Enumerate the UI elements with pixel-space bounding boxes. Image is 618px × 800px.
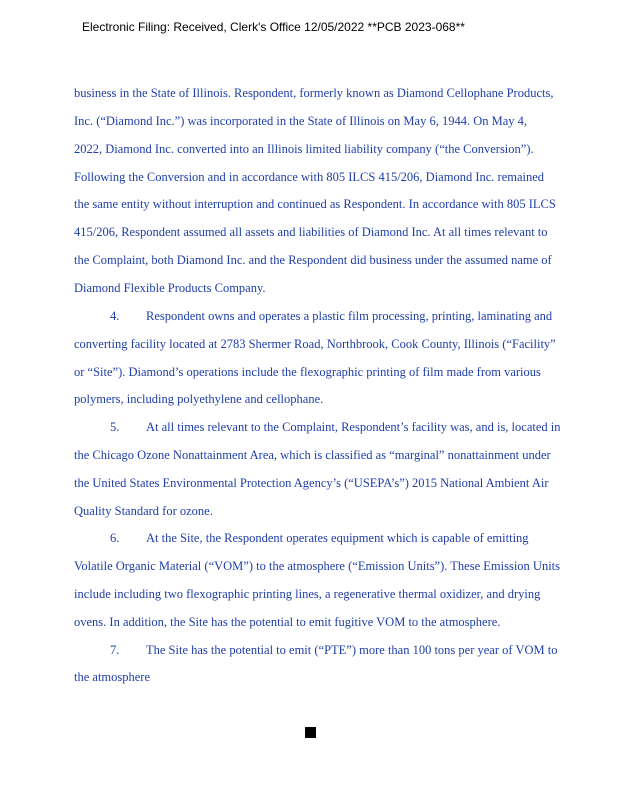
paragraph-number: 7.	[110, 643, 120, 657]
body-line: 2022, Diamond Inc. converted into an Illinois limited liability company (“the Conversion”).	[74, 142, 534, 156]
body-line: or “Site”). Diamond’s operations include the flexographic printing of film made from various	[74, 365, 541, 379]
body-line: the same entity without interruption and continued as Respondent. In accordance with 805 ILCS	[74, 197, 556, 211]
paragraph-number: 4.	[110, 309, 120, 323]
body-line: include including two flexographic printing lines, a regenerative thermal oxidizer, and drying	[74, 587, 541, 601]
body-line: the United States Environmental Protection Agency’s (“USEPA’s”) 2015 National Ambient Air	[74, 476, 549, 490]
body-line: Quality Standard for ozone.	[74, 504, 213, 518]
body-line: At the Site, the Respondent operates equipment which is capable of emitting	[146, 531, 529, 545]
body-line: The Site has the potential to emit (“PTE”) more than 100 tons per year of VOM to	[146, 643, 558, 657]
body-line: business in the State of Illinois. Respondent, formerly known as Diamond Cellophane Products,	[74, 86, 554, 100]
body-line: the Complaint, both Diamond Inc. and the Respondent did business under the assumed name of	[74, 253, 552, 267]
body-line: Following the Conversion and in accordance with 805 ILCS 415/206, Diamond Inc. remained	[74, 170, 545, 184]
page-marker-square	[305, 727, 316, 738]
body-line: the atmosphere	[74, 670, 151, 684]
paragraph-number: 6.	[110, 531, 120, 545]
body-line: Inc. (“Diamond Inc.”) was incorporated in the State of Illinois on May 6, 1944. On May 4,	[74, 114, 528, 128]
body-line: converting facility located at 2783 Shermer Road, Northbrook, Cook County, Illinois (“Facility”	[74, 337, 556, 351]
body-line: the Chicago Ozone Nonattainment Area, which is classified as “marginal” nonattainment under	[74, 448, 551, 462]
body-line: Respondent owns and operates a plastic film processing, printing, laminating and	[146, 309, 553, 323]
paragraph-number: 5.	[110, 420, 120, 434]
body-line: Diamond Flexible Products Company.	[74, 281, 266, 295]
electronic-filing-header: Electronic Filing: Received, Clerk's Office 12/05/2022 **PCB 2023-068**	[82, 20, 465, 34]
body-line: 415/206, Respondent assumed all assets and liabilities of Diamond Inc. At all times relevant to	[74, 225, 548, 239]
body-line: ovens. In addition, the Site has the potential to emit fugitive VOM to the atmosphere.	[74, 615, 501, 629]
body-line: At all times relevant to the Complaint, Respondent’s facility was, and is, located in	[146, 420, 561, 434]
body-line: Volatile Organic Material (“VOM”) to the atmosphere (“Emission Units”). These Emission Units	[74, 559, 561, 573]
body-line: polymers, including polyethylene and cellophane.	[74, 392, 324, 406]
